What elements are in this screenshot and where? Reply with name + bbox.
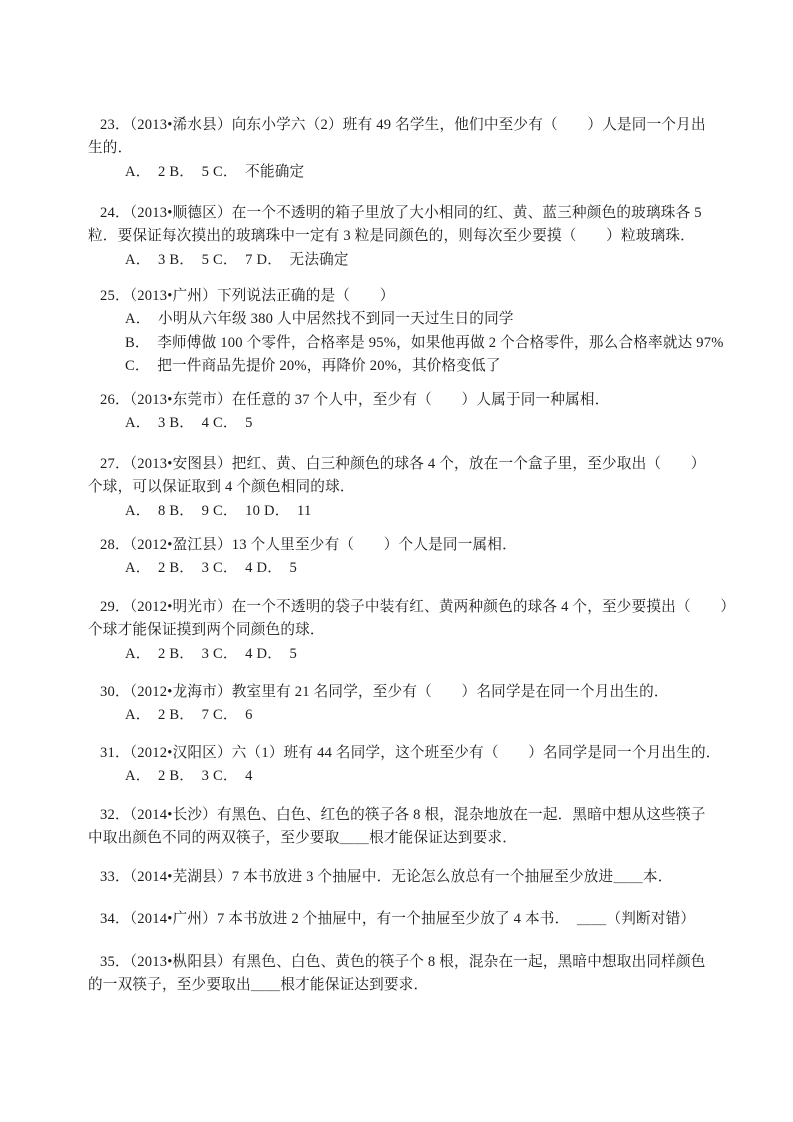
question-line: 24．（2013•顺德区）在一个不透明的箱子里放了大小相同的红、黄、蓝三种颜色的玻璃珠各 5 xyxy=(100,205,702,221)
question-33 xyxy=(88,866,748,889)
question-line: 31．（2012•汉阳区）六（1）班有 44 名同学，这个班至少有（ ）名同学是同一个月出生的． xyxy=(100,745,721,761)
options-line: A． 2 B． 3 C． 4 D． 5 xyxy=(125,645,298,662)
options-line: A． 2 B． 7 C． 6 xyxy=(125,707,253,724)
options-line: A． 2 B． 3 C． 4 D． 5 xyxy=(125,560,298,577)
option-c-line: C． 把一件商品先提价 20%，再降价 20%，其价格变低了 xyxy=(125,357,501,374)
question-line: 23．（2013•浠水县）向东小学六（2）班有 49 名学生，他们中至少有（ ）人是同一个月出 xyxy=(100,117,706,133)
question-line: 33．（2014•芜湖县）7 本书放进 3 个抽屉中．无论怎么放总有一个抽屉至少放进＿＿本． xyxy=(100,869,673,885)
options-line: A． 2 B． 5 C． 不能确定 xyxy=(125,163,305,180)
question-line: 的一双筷子，至少要取出＿＿根才能保证达到要求． xyxy=(88,977,429,994)
question-line: 27．（2013•安图县）把红、黄、白三种颜色的球各 4 个，放在一个盒子里，至少取出（ ） xyxy=(100,456,706,472)
question-line: 25．（2013•广州）下列说法正确的是（ ） xyxy=(100,288,395,304)
question-line: 32．（2014•长沙）有黑色、白色、红色的筷子各 8 根，混杂地放在一起．黑暗中想从这些筷子 xyxy=(100,807,706,823)
question-25 xyxy=(88,285,748,378)
question-line: 个球才能保证摸到两个同颜色的球． xyxy=(88,622,325,639)
question-35 xyxy=(88,951,748,998)
options-line: A． 8 B． 9 C． 10 D． 11 xyxy=(125,502,312,519)
question-line: 粒．要保证每次摸出的玻璃珠中一定有 3 粒是同颜色的，则每次至少要摸（ ）粒玻璃珠． xyxy=(88,228,695,245)
question-line: 中取出颜色不同的两双筷子，至少要取＿＿根才能保证达到要求． xyxy=(88,830,518,847)
option-b-line: B． 李师傅做 100 个零件，合格率是 95%，如果他再做 2 个合格零件，那么合格率就达 97% xyxy=(125,334,724,351)
question-line: 个球，可以保证取到 4 个颜色相同的球． xyxy=(88,479,355,496)
question-29 xyxy=(88,596,748,666)
question-26 xyxy=(88,389,748,436)
options-line: A． 3 B． 4 C． 5 xyxy=(125,415,253,432)
question-line: 34．（2014•广州）7 本书放进 2 个抽屉中，有一个抽屉至少放了 4 本书． ＿＿（判断对错） xyxy=(100,911,696,927)
question-24 xyxy=(88,202,748,272)
question-line: 35．（2013•枞阳县）有黑色、白色、黄色的筷子个 8 根，混杂在一起，黑暗中想取出同样颜色 xyxy=(100,954,706,970)
question-23 xyxy=(88,114,748,184)
option-a-line: A． 小明从六年级 380 人中居然找不到同一天过生日的同学 xyxy=(125,311,514,328)
question-line: 28．（2012•盈江县）13 个人里至少有（ ）个人是同一属相． xyxy=(100,537,517,553)
question-line: 29．（2012•明光市）在一个不透明的袋子中装有红、黄两种颜色的球各 4 个，至少要摸出（ ） xyxy=(100,599,736,615)
question-line: 26．（2013•东莞市）在任意的 37 个人中，至少有（ ）人属于同一种属相． xyxy=(100,392,610,408)
options-line: A． 2 B． 3 C． 4 xyxy=(125,768,253,785)
question-34 xyxy=(88,908,748,931)
question-31 xyxy=(88,742,748,789)
question-line: 30．（2012•龙海市）教室里有 21 名同学，至少有（ ）名同学是在同一个月出生的． xyxy=(100,684,669,700)
question-27 xyxy=(88,453,748,523)
question-line: 生的． xyxy=(88,140,133,157)
question-28 xyxy=(88,534,748,581)
options-line: A． 3 B． 5 C． 7 D． 无法确定 xyxy=(125,251,349,268)
question-30 xyxy=(88,681,748,728)
question-32 xyxy=(88,804,748,851)
